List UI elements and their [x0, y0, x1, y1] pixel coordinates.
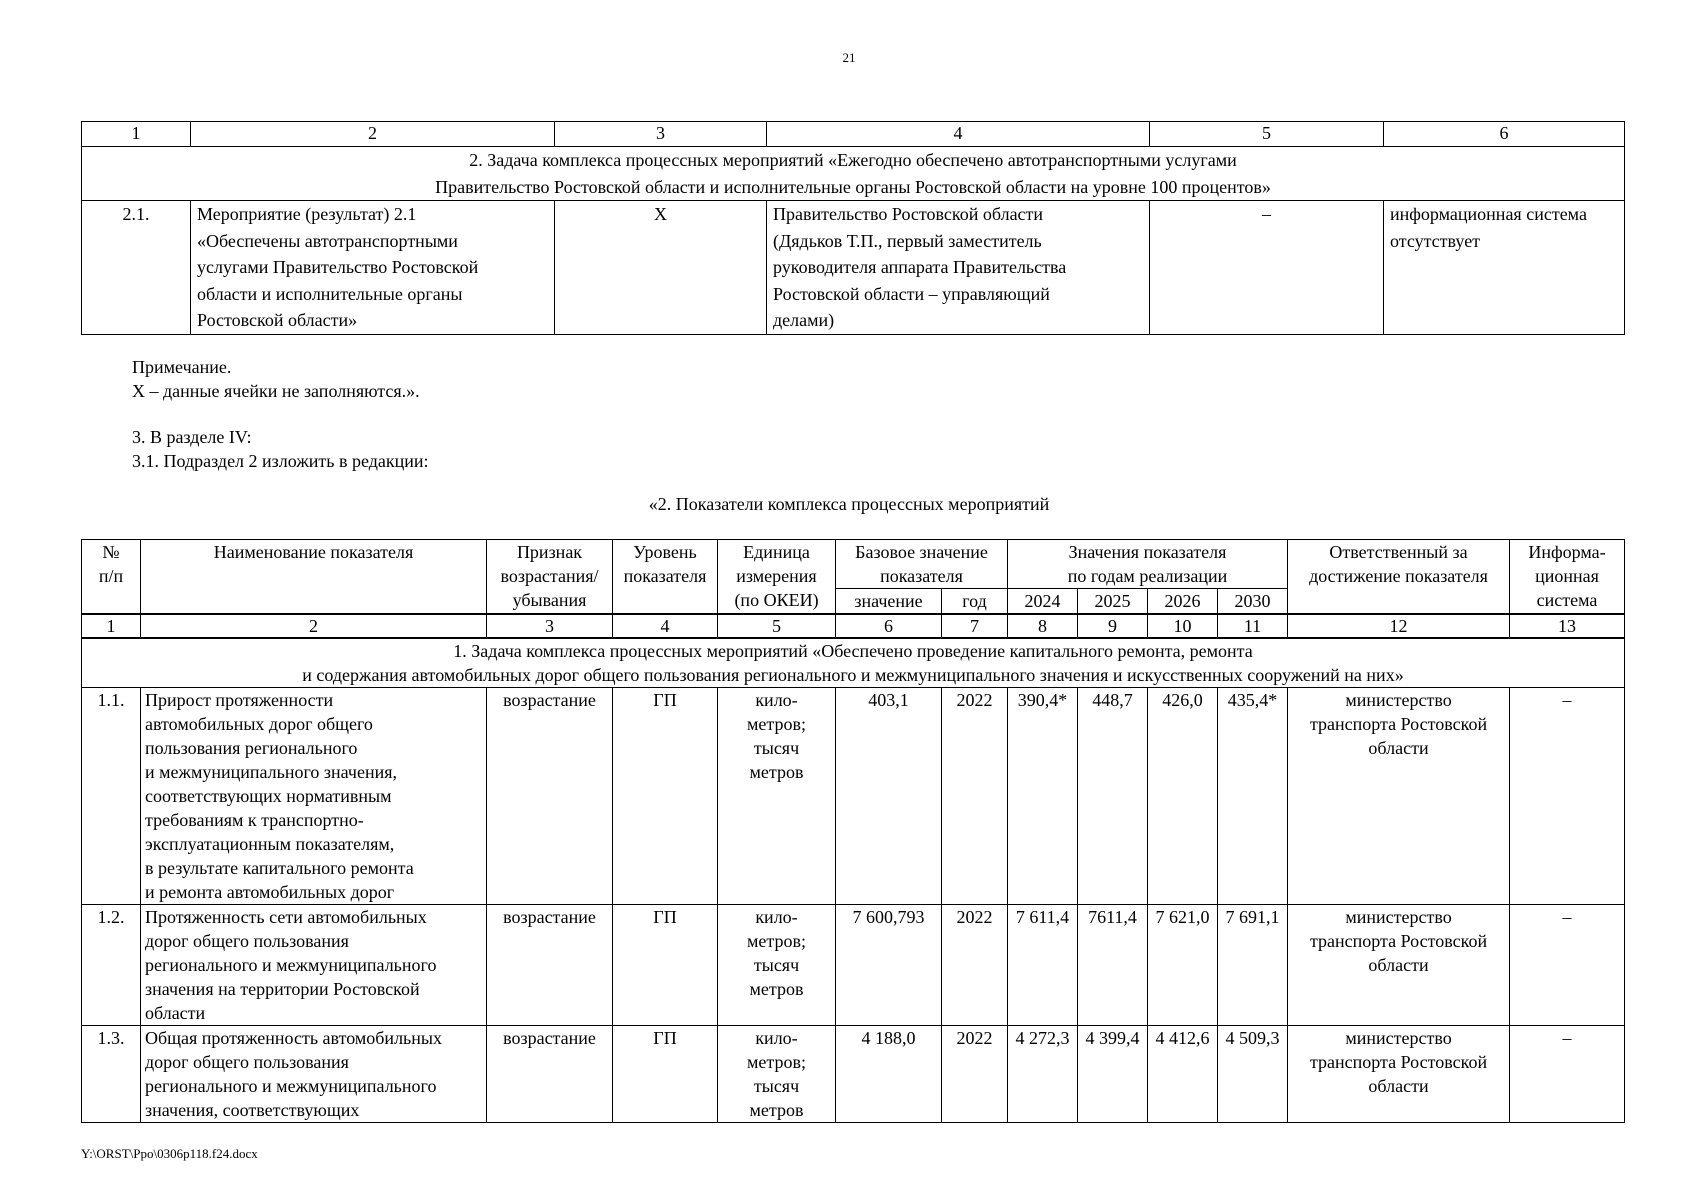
task-title: 1. Задача комплекса процессных мероприятий «Обеспечено проведение капитального ремонта, ремонта и содержания автомобильных дорог общего пользования регионального и межмуниципального значения и искусственных сооружений на них» — [82, 638, 1625, 688]
table-header-row — [82, 122, 1625, 147]
empty-dash: – — [1150, 201, 1384, 335]
header-base-value: Базовое значение показателя — [836, 540, 1008, 589]
column-number: 1 — [82, 122, 191, 147]
indicator-level: ГП — [613, 688, 718, 905]
row-number: 2.1. — [82, 201, 191, 335]
responsible: министерство транспорта Ростовской области — [1288, 688, 1510, 905]
indicator-name: Прирост протяженности автомобильных дорог общего пользования регионального и межмуниципального значения, соответствующих нормативным требованиям к транспортно- эксплуатационным показателям, в результате капитального ремонта и ремонта автомобильных дорог — [141, 688, 487, 905]
amendment-block — [132, 425, 429, 473]
column-number: 1 — [82, 614, 141, 638]
base-year: 2022 — [942, 1026, 1008, 1123]
task-title-row — [82, 147, 1625, 201]
column-number: 2 — [141, 614, 487, 638]
responsible: министерство транспорта Ростовской области — [1288, 1026, 1510, 1123]
column-number: 9 — [1078, 614, 1148, 638]
base-year: 2022 — [942, 905, 1008, 1026]
header-indicator-name: Наименование показателя — [141, 540, 487, 615]
column-number: 12 — [1288, 614, 1510, 638]
activities-table — [81, 121, 1625, 335]
indicator-unit: кило- метров; тысяч метров — [718, 905, 836, 1026]
base-value: 7 600,793 — [836, 905, 942, 1026]
value-2024: 7 611,4 — [1008, 905, 1078, 1026]
table-row — [82, 1026, 1625, 1123]
column-number: 6 — [1384, 122, 1625, 147]
table-row — [82, 201, 1625, 335]
column-number: 6 — [836, 614, 942, 638]
header-base-value-year: год — [942, 589, 1008, 615]
value-2026: 7 621,0 — [1148, 905, 1218, 1026]
amendment-line: 3. В разделе IV: — [132, 427, 252, 447]
column-number: 8 — [1008, 614, 1078, 638]
indicators-table — [81, 539, 1625, 1123]
information-system: – — [1510, 905, 1625, 1026]
column-number: 4 — [767, 122, 1150, 147]
value-2025: 448,7 — [1078, 688, 1148, 905]
table-row — [82, 688, 1625, 905]
column-number: 7 — [942, 614, 1008, 638]
column-number: 3 — [555, 122, 767, 147]
section-title: «2. Показатели комплекса процессных мероприятий — [648, 494, 1050, 514]
note-title: Примечание. — [132, 357, 232, 377]
row-number: 1.3. — [82, 1026, 141, 1123]
column-number: 3 — [487, 614, 613, 638]
base-year: 2022 — [942, 688, 1008, 905]
indicator-unit: кило- метров; тысяч метров — [718, 688, 836, 905]
indicator-sign: возрастание — [487, 905, 613, 1026]
indicator-name: Общая протяженность автомобильных дорог общего пользования регионального и межмуниципального значения, соответствующих — [141, 1026, 487, 1123]
value-2024: 390,4* — [1008, 688, 1078, 905]
column-number: 11 — [1218, 614, 1288, 638]
value-2030: 7 691,1 — [1218, 905, 1288, 1026]
value-2024: 4 272,3 — [1008, 1026, 1078, 1123]
footer-file-path: Y:\ORST\Ppo\0306p118.f24.docx — [81, 1146, 258, 1161]
information-system: информационная система отсутствует — [1384, 201, 1625, 335]
not-filled-mark: X — [555, 201, 767, 335]
indicator-unit: кило- метров; тысяч метров — [718, 1026, 836, 1123]
base-value: 4 188,0 — [836, 1026, 942, 1123]
indicator-name: Протяженность сети автомобильных дорог общего пользования регионального и межмуниципального значения на территории Ростовской области — [141, 905, 487, 1026]
header-year: 2024 — [1008, 589, 1078, 615]
note-block — [132, 355, 420, 403]
header-year: 2026 — [1148, 589, 1218, 615]
base-value: 403,1 — [836, 688, 942, 905]
responsible-executor: Правительство Ростовской области (Дядьков Т.П., первый заместитель руководителя аппарата Правительства Ростовской области – управляющий делами) — [767, 201, 1150, 335]
activity-name: Мероприятие (результат) 2.1 «Обеспечены автотранспортными услугами Правительство Ростовской области и исполнительные органы Ростовской области» — [191, 201, 555, 335]
table-header-row — [82, 540, 1625, 589]
value-2030: 4 509,3 — [1218, 1026, 1288, 1123]
column-number: 5 — [1150, 122, 1384, 147]
header-information-system: Информа- ционная система — [1510, 540, 1625, 615]
row-number: 1.1. — [82, 688, 141, 905]
column-number: 4 — [613, 614, 718, 638]
information-system: – — [1510, 1026, 1625, 1123]
value-2026: 4 412,6 — [1148, 1026, 1218, 1123]
column-numbers-row — [82, 614, 1625, 638]
task-title: 2. Задача комплекса процессных мероприятий «Ежегодно обеспечено автотранспортными услугами Правительство Ростовской области и исполнительные органы Ростовской области на уровне 100 процентов» — [82, 147, 1625, 201]
note-text: X – данные ячейки не заполняются.». — [132, 381, 420, 401]
header-sign: Признак возрастания/ убывания — [487, 540, 613, 615]
header-values-by-year: Значения показателя по годам реализации — [1008, 540, 1288, 589]
header-responsible: Ответственный за достижение показателя — [1288, 540, 1510, 615]
header-level: Уровень показателя — [613, 540, 718, 615]
indicator-level: ГП — [613, 1026, 718, 1123]
header-year: 2025 — [1078, 589, 1148, 615]
value-2026: 426,0 — [1148, 688, 1218, 905]
value-2025: 7611,4 — [1078, 905, 1148, 1026]
page-number: 21 — [842, 50, 856, 65]
header-number: № п/п — [82, 540, 141, 615]
indicator-level: ГП — [613, 905, 718, 1026]
information-system: – — [1510, 688, 1625, 905]
table-row — [82, 905, 1625, 1026]
indicator-sign: возрастание — [487, 688, 613, 905]
column-number: 13 — [1510, 614, 1625, 638]
value-2025: 4 399,4 — [1078, 1026, 1148, 1123]
column-number: 5 — [718, 614, 836, 638]
responsible: министерство транспорта Ростовской области — [1288, 905, 1510, 1026]
indicator-sign: возрастание — [487, 1026, 613, 1123]
task-title-row — [82, 638, 1625, 688]
header-base-value-value: значение — [836, 589, 942, 615]
header-unit: Единица измерения (по ОКЕИ) — [718, 540, 836, 615]
amendment-line: 3.1. Подраздел 2 изложить в редакции: — [132, 451, 429, 471]
header-year: 2030 — [1218, 589, 1288, 615]
column-number: 10 — [1148, 614, 1218, 638]
row-number: 1.2. — [82, 905, 141, 1026]
value-2030: 435,4* — [1218, 688, 1288, 905]
column-number: 2 — [191, 122, 555, 147]
